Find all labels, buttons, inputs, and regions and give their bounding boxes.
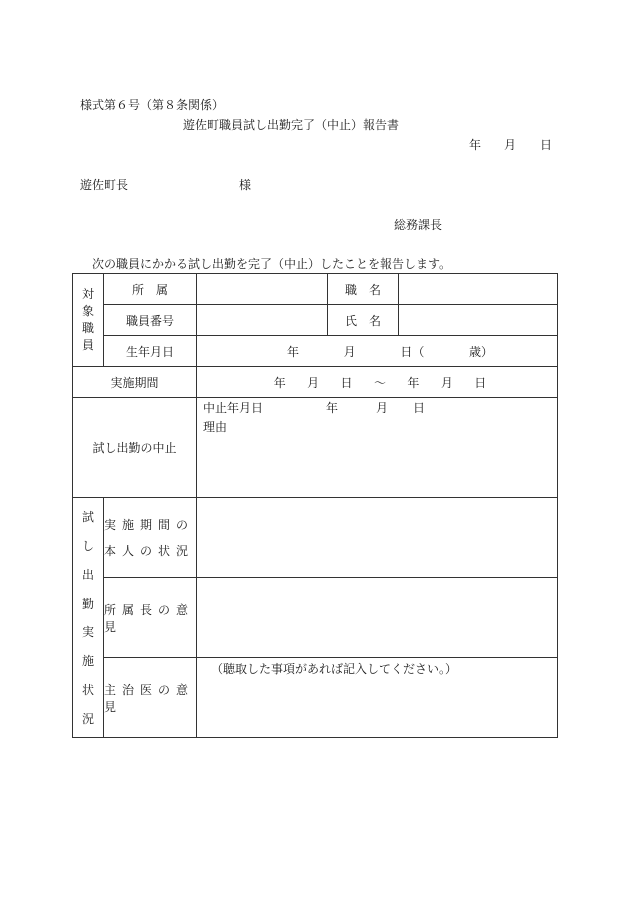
- intro-text: 次の職員にかかる試し出勤を完了（中止）したことを報告します。: [92, 257, 452, 271]
- birth-year: 年: [287, 344, 300, 359]
- affiliation-field[interactable]: [197, 274, 328, 305]
- table-row: [73, 498, 558, 578]
- report-form-table: [72, 273, 558, 738]
- name-field[interactable]: [399, 305, 558, 336]
- position-label: 職 名: [328, 274, 399, 305]
- table-row: [73, 305, 558, 336]
- period-start-day: 日: [340, 375, 353, 390]
- target-char: 員: [81, 338, 94, 352]
- status-char: 施: [81, 654, 94, 669]
- table-row: [73, 658, 558, 738]
- form-number: 様式第６号（第８条関係）: [80, 98, 225, 112]
- document-title: 遊佐町職員試し出勤完了（中止）報告書: [183, 118, 400, 132]
- doctor-opinion-label: 主治医の意見: [104, 658, 197, 738]
- period-end-month: 月: [440, 375, 453, 390]
- period-start-month: 月: [307, 375, 320, 390]
- period-field[interactable]: [197, 367, 558, 398]
- birth-age: 歳）: [468, 344, 493, 359]
- status-char: し: [81, 539, 94, 554]
- self-status-label: [104, 498, 197, 578]
- staff-number-label: 職員番号: [104, 305, 197, 336]
- date-month: 月: [504, 138, 517, 152]
- table-row: [73, 578, 558, 658]
- addressee: 遊佐町長: [80, 178, 129, 192]
- name-label: 氏 名: [328, 305, 399, 336]
- period-tilde: ～: [373, 375, 386, 390]
- status-char: 試: [81, 510, 94, 525]
- status-char: 実: [81, 625, 94, 640]
- target-char: 職: [81, 321, 94, 335]
- period-start-year: 年: [273, 375, 286, 390]
- stop-date-label: 中止年月日: [203, 401, 264, 415]
- date-year: 年: [469, 138, 482, 152]
- date-day: 日: [540, 138, 553, 152]
- birth-month: 月: [343, 344, 356, 359]
- status-char: 勤: [81, 596, 94, 611]
- stop-label: 試し出勤の中止: [73, 398, 197, 498]
- sender: 総務課長: [394, 218, 443, 232]
- stop-year: 年: [326, 401, 339, 415]
- status-char: 出: [81, 567, 94, 582]
- self-status-line1: 実施期間の: [104, 517, 195, 532]
- position-field[interactable]: [399, 274, 558, 305]
- self-status-field[interactable]: [197, 498, 558, 578]
- stop-month: 月: [376, 401, 389, 415]
- honorific: 様: [239, 178, 252, 192]
- manager-opinion-label: 所属長の意見: [104, 578, 197, 658]
- period-label: 実施期間: [73, 367, 197, 398]
- status-char: 状: [81, 682, 94, 697]
- doctor-opinion-field[interactable]: [197, 658, 558, 738]
- status-label: [73, 498, 104, 738]
- table-row: [73, 398, 558, 498]
- table-row: [73, 336, 558, 367]
- doctor-note: （聴取した事項があれば記入してください。）: [211, 662, 458, 676]
- table-row: [73, 367, 558, 398]
- birthdate-field[interactable]: [197, 336, 558, 367]
- manager-opinion-field[interactable]: [197, 578, 558, 658]
- staff-number-field[interactable]: [197, 305, 328, 336]
- table-row: [73, 274, 558, 305]
- self-status-line2: 本人の状況: [104, 543, 195, 558]
- birthdate-label: 生年月日: [104, 336, 197, 367]
- target-char: 象: [81, 304, 94, 318]
- reason-label: 理由: [203, 420, 228, 434]
- affiliation-label: 所 属: [104, 274, 197, 305]
- period-end-day: 日: [474, 375, 487, 390]
- stop-field[interactable]: [197, 398, 558, 498]
- target-employee-label: [73, 274, 104, 367]
- stop-day: 日: [413, 401, 426, 415]
- period-end-year: 年: [407, 375, 420, 390]
- target-char: 対: [81, 287, 94, 301]
- birth-day: 日（: [400, 344, 425, 359]
- status-char: 況: [81, 711, 94, 726]
